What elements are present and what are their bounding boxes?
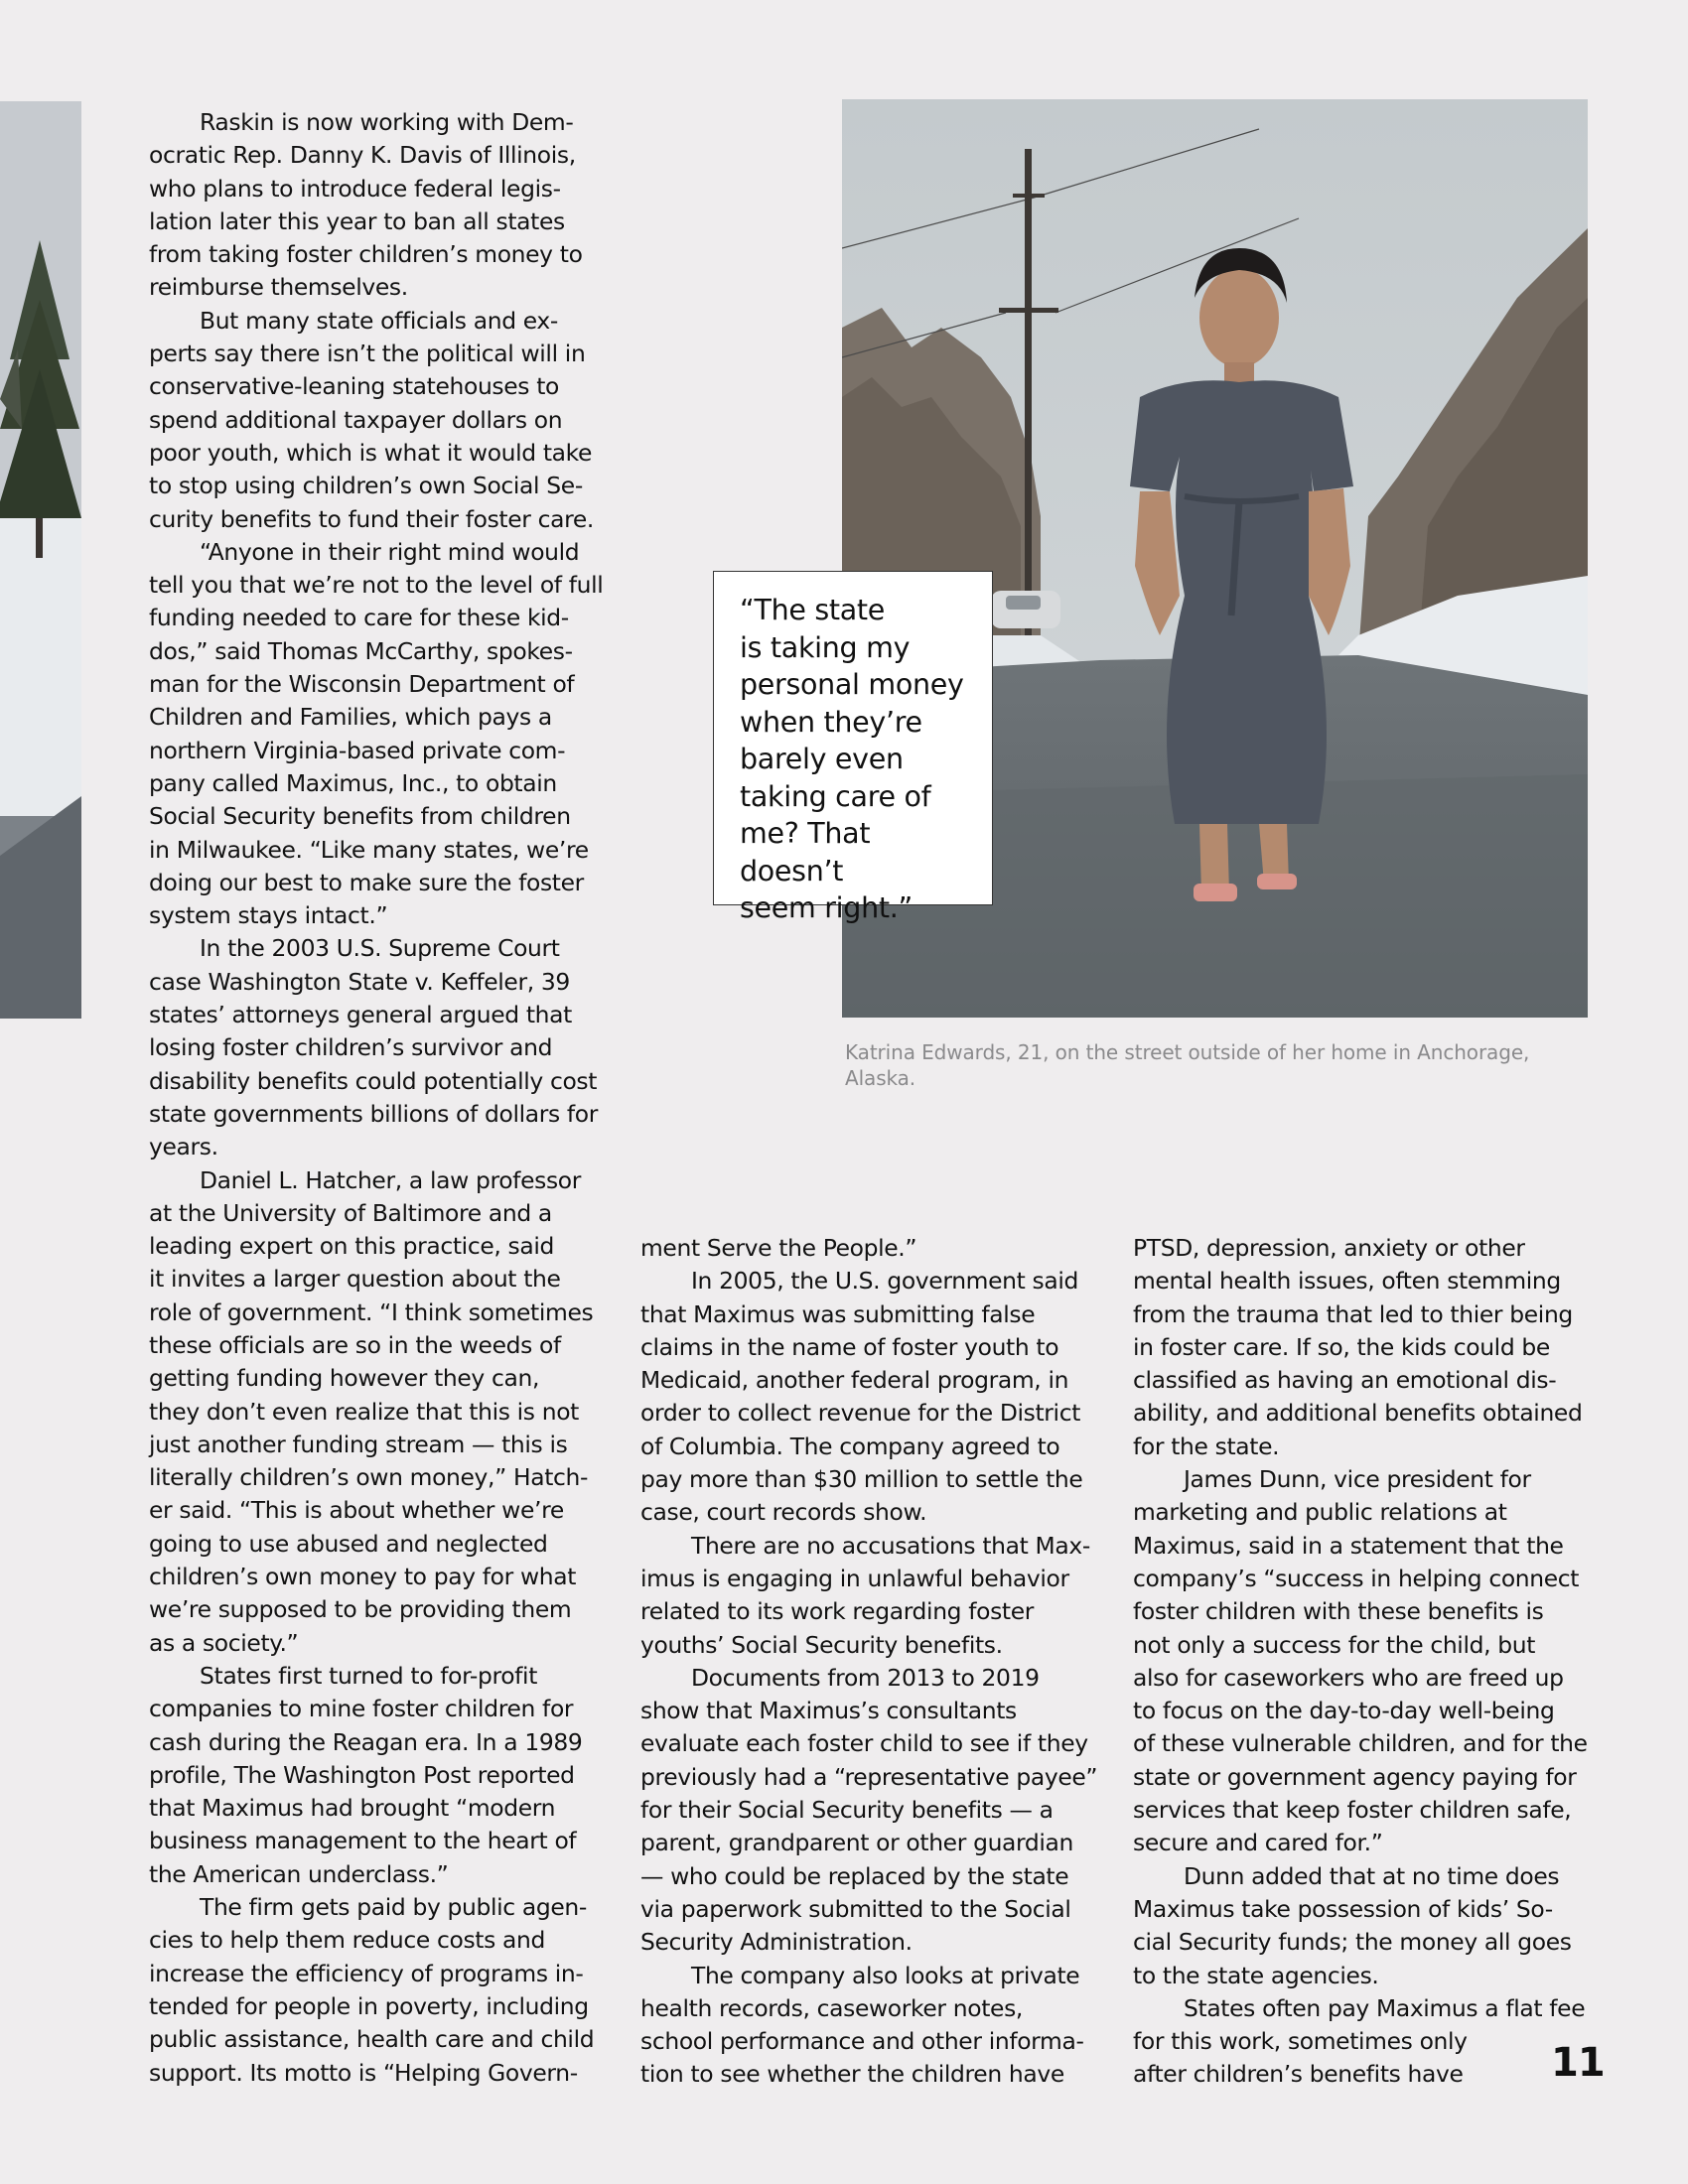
pull-quote: “The state is taking my personal money when they’re barely even taking care of me? That doesn’t seem right.”	[713, 571, 993, 905]
paragraph: Raskin is now working with Dem- ocratic Rep. Danny K. Davis of Illinois, who plans to introduce federal legis- lation later this year to ban all states from taking foster children’s money to reimburse themselves.	[149, 108, 583, 302]
article-column-3	[1133, 1232, 1600, 2092]
photo-caption: Katrina Edwards, 21, on the street outside of her home in Anchorage, Alaska.	[845, 1040, 1530, 1090]
paragraph: The firm gets paid by public agen- cies to help them reduce costs and increase the efficiency of programs in- tended for people in poverty, including public assistance, health care and child support. Its motto is “Helping Govern-	[149, 1893, 595, 2087]
article-column-2	[640, 1232, 1107, 2092]
paragraph: ment Serve the People.”	[640, 1234, 917, 1262]
paragraph: PTSD, depression, anxiety or other mental health issues, often stemming from the trauma that led to thier being in foster care. If so, the kids could be classified as having an emotional dis- ability, and additional benefits obtained for the state.	[1133, 1234, 1583, 1460]
paragraph: Dunn added that at no time does Maximus take possession of kids’ So- cial Security funds; the money all goes to the state agencies.	[1133, 1861, 1572, 1989]
paragraph: “Anyone in their right mind would tell you that we’re not to the level of full funding needed to care for these kid- dos,” said Thomas McCarthy, spokes- man for the Wisconsin Department of Children and Families, which pays a northern Virginia-based private com- pany called Maximus, Inc., to obtain Social Security benefits from children in Milwaukee. “Like many states, we’re doing our best to make sure the foster system stays intact.”	[149, 537, 604, 930]
paragraph: In 2005, the U.S. government said that Maximus was submitting false claims in the name of foster youth to Medicaid, another federal program, in order to collect revenue for the District of Columbia. The company agreed to pay more than $30 million to settle the case, court records show.	[640, 1267, 1083, 1527]
paragraph: Daniel L. Hatcher, a law professor at the University of Baltimore and a leading expert on this practice, said it invites a larger question about the role of government. “I think sometimes these officials are so in the weeds of getting funding however they can, they don’t even realize that this is not just another funding stream — this is literally children’s own money,” Hatch- er said. “This is about whether we’re going to use abused and neglected children’s own money to pay for what we’re supposed to be providing them as a society.”	[149, 1165, 594, 1657]
left-edge-photo	[0, 101, 81, 1019]
article-column-1	[149, 106, 616, 2090]
page-number: 11	[1551, 2040, 1605, 2086]
paragraph: There are no accusations that Max- imus is engaging in unlawful behavior related to its work regarding foster youths’ Social Security benefits.	[640, 1531, 1090, 1659]
paragraph: States first turned to for-profit companies to mine foster children for cash during the Reagan era. In a 1989 profile, The Washington Post reported that Maximus had brought “modern business management to the heart of the American underclass.”	[149, 1661, 583, 1888]
paragraph: In the 2003 U.S. Supreme Court case Washington State v. Keffeler, 39 states’ attorneys general argued that losing foster children’s survivor and disability benefits could potentially cost state governments billions of dollars for years.	[149, 934, 599, 1161]
paragraph: States often pay Maximus a flat fee for this work, sometimes only after children’s benefits have	[1133, 1993, 1586, 2089]
paragraph: Documents from 2013 to 2019 show that Maximus’s consultants evaluate each foster child to see if they previously had a “representative payee” for their Social Security benefits — a parent, grandparent or other guardian — who could be replaced by the state via paperwork submitted to the Social Security Administration.	[640, 1663, 1098, 1957]
paragraph: But many state officials and ex- perts say there isn’t the political will in conservative-leaning statehouses to spend additional taxpayer dollars on poor youth, which is what it would take to stop using children’s own Social Se- curity benefits to fund their foster care.	[149, 306, 595, 533]
paragraph: The company also looks at private health records, caseworker notes, school performance and other informa- tion to see whether the children have	[640, 1961, 1084, 2089]
paragraph: James Dunn, vice president for marketing and public relations at Maximus, said in a statement that the company’s “success in helping connect foster children with these benefits is not only a success for the child, but also for caseworkers who are freed up to focus on the day-to-day well-being of these vulnerable children, and for the state or government agency paying for services that keep foster children safe, secure and cared for.”	[1133, 1465, 1588, 1857]
